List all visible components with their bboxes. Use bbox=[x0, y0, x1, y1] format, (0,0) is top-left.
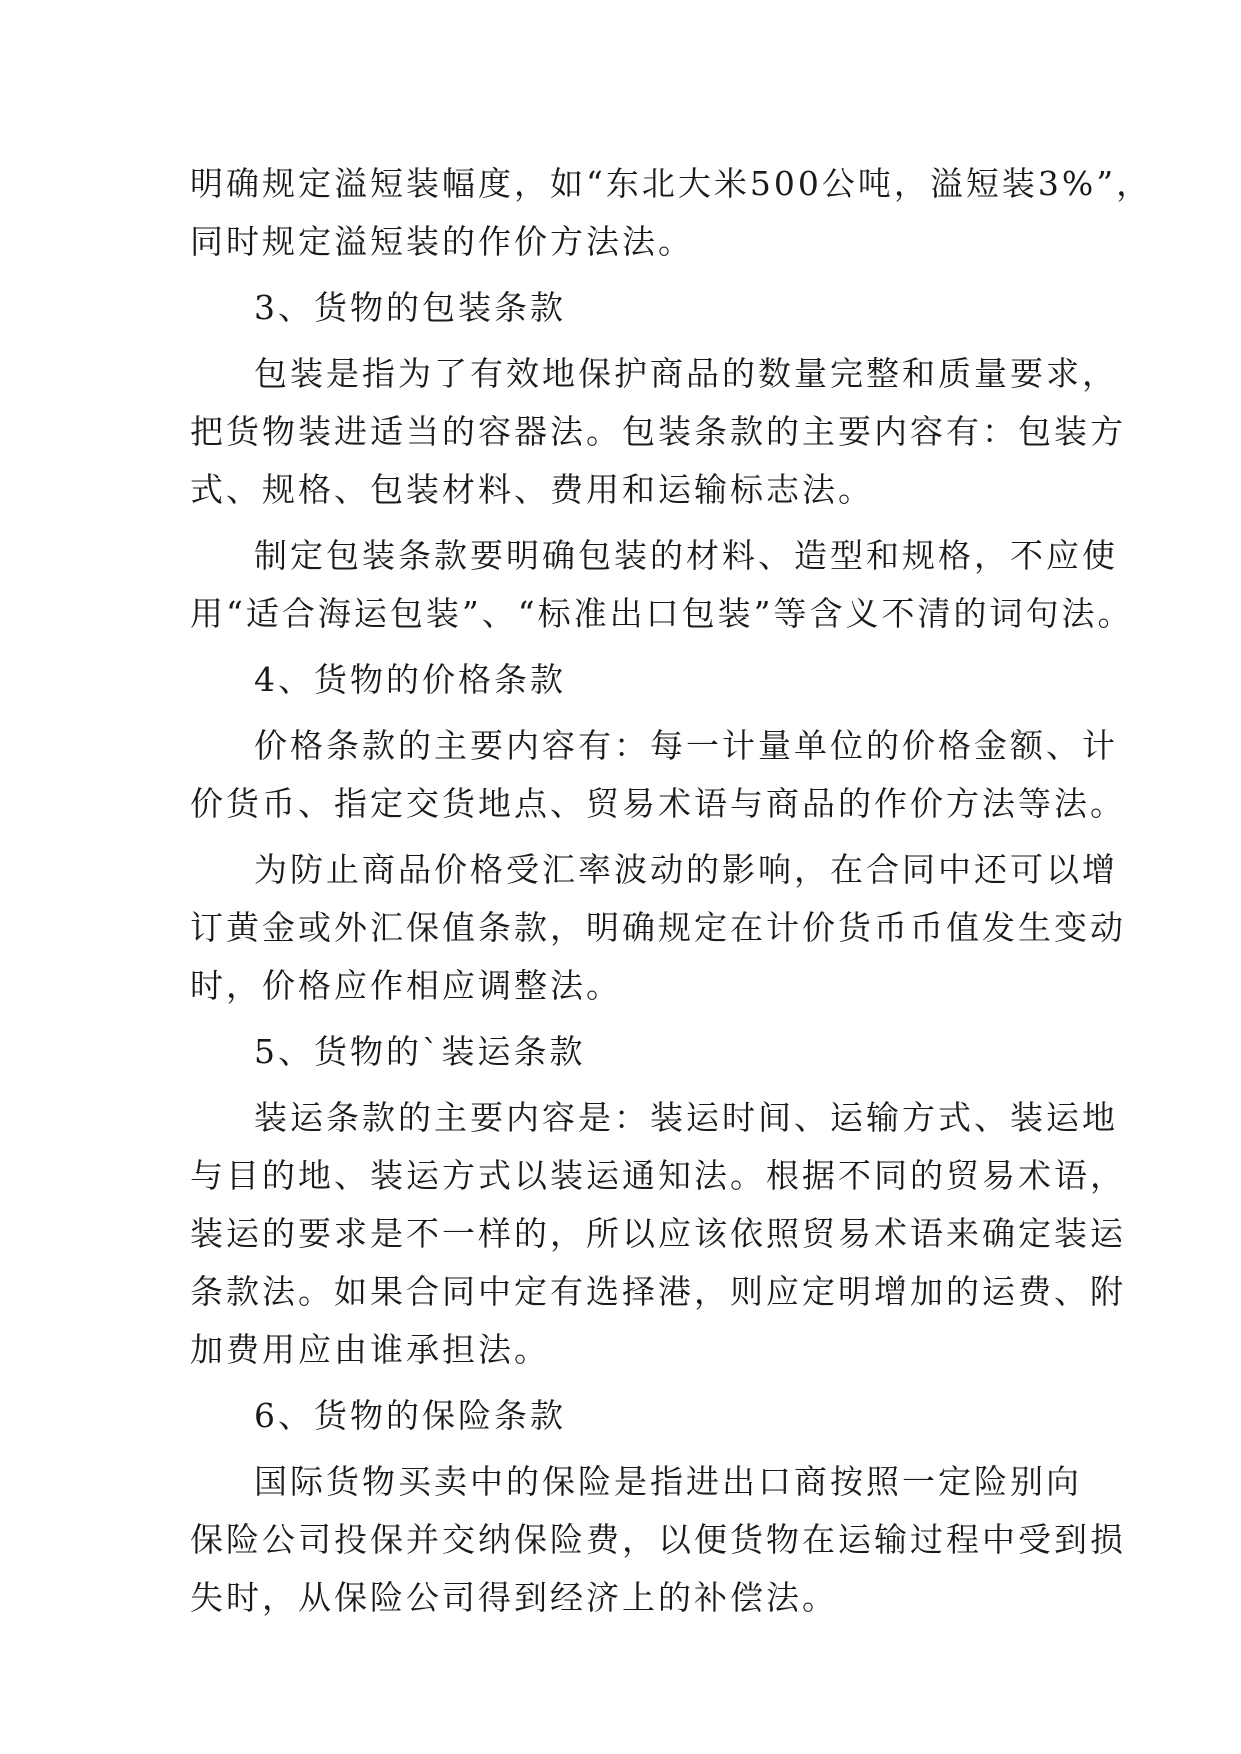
paragraph-first-line: 包装是指为了有效地保护商品的数量完整和质量要求， bbox=[254, 354, 1118, 393]
text-line: 明确规定溢短装幅度，如“东北大米500公吨，溢短装3%”， bbox=[190, 164, 1153, 203]
text-line: 订黄金或外汇保值条款，明确规定在计价货币币值发生变动 bbox=[190, 908, 1126, 947]
text-line: 式、规格、包装材料、费用和运输标志法。 bbox=[190, 470, 874, 509]
text-line: 与目的地、装运方式以装运通知法。根据不同的贸易术语， bbox=[190, 1156, 1126, 1195]
paragraph-first-line: 制定包装条款要明确包装的材料、造型和规格，不应使 bbox=[254, 536, 1118, 575]
text-line: 保险公司投保并交纳保险费，以便货物在运输过程中受到损 bbox=[190, 1520, 1126, 1559]
text-line: 失时，从保险公司得到经济上的补偿法。 bbox=[190, 1578, 838, 1617]
section-heading: 5、货物的`装运条款 bbox=[254, 1032, 586, 1071]
section-heading: 6、货物的保险条款 bbox=[254, 1396, 566, 1435]
text-line: 把货物装进适当的容器法。包装条款的主要内容有：包装方 bbox=[190, 412, 1126, 451]
paragraph-first-line: 价格条款的主要内容有：每一计量单位的价格金额、计 bbox=[254, 726, 1118, 765]
paragraph-first-line: 为防止商品价格受汇率波动的影响，在合同中还可以增 bbox=[254, 850, 1118, 889]
document-body bbox=[190, 155, 1153, 1627]
text-line: 价货币、指定交货地点、贸易术语与商品的作价方法等法。 bbox=[190, 784, 1126, 823]
text-line: 时，价格应作相应调整法。 bbox=[190, 966, 622, 1005]
text-line: 装运的要求是不一样的，所以应该依照贸易术语来确定装运 bbox=[190, 1214, 1126, 1253]
text-line: 同时规定溢短装的作价方法法。 bbox=[190, 222, 694, 261]
text-line: 条款法。如果合同中定有选择港，则应定明增加的运费、附 bbox=[190, 1272, 1126, 1311]
paragraph-first-line: 国际货物买卖中的保险是指进出口商按照一定险别向 bbox=[254, 1462, 1082, 1501]
paragraph-first-line: 装运条款的主要内容是：装运时间、运输方式、装运地 bbox=[254, 1098, 1118, 1137]
text-line: 加费用应由谁承担法。 bbox=[190, 1330, 550, 1369]
text-line: 用“适合海运包装”、“标准出口包装”等含义不清的词句法。 bbox=[190, 594, 1134, 633]
section-heading: 3、货物的包装条款 bbox=[254, 288, 566, 327]
section-heading: 4、货物的价格条款 bbox=[254, 660, 566, 699]
